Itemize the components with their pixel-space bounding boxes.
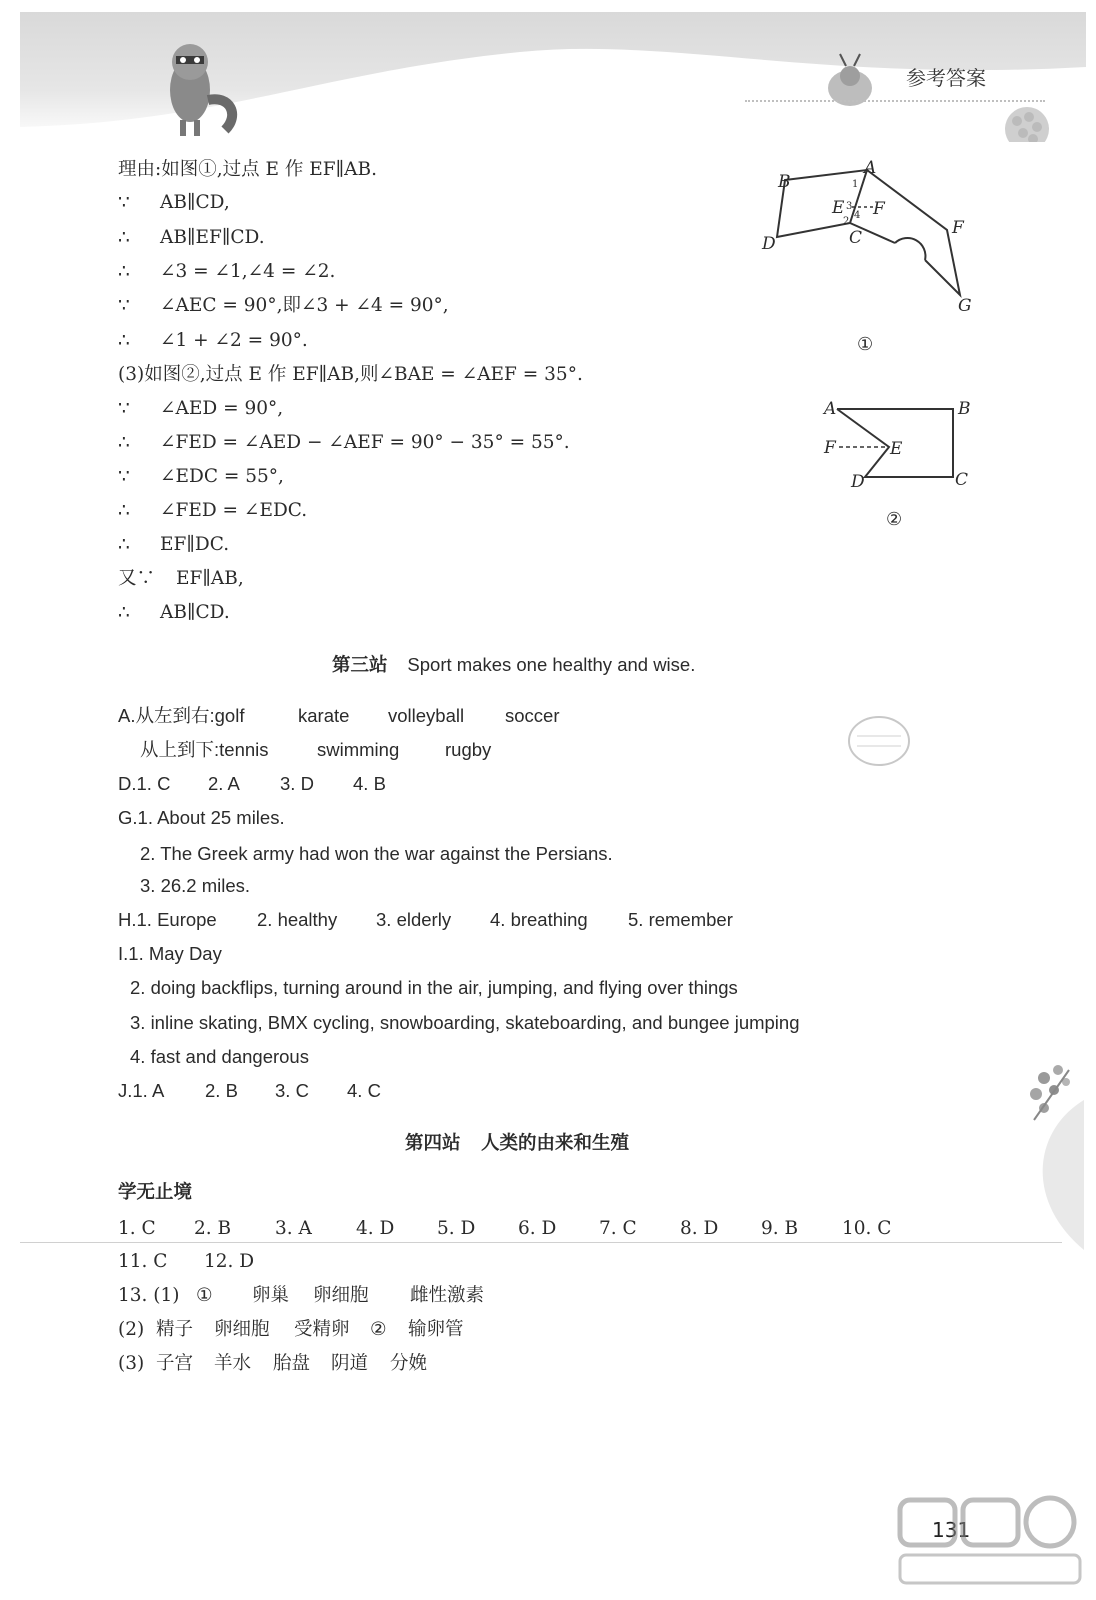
proof-symbol: ∴ — [118, 330, 130, 351]
proof-line — [118, 397, 283, 421]
mc-row-2 — [118, 1250, 418, 1274]
proof-line — [118, 191, 230, 215]
mc-answer: 10. C — [842, 1218, 892, 1239]
label-g: G. — [118, 807, 138, 828]
bug-icon — [828, 54, 872, 106]
mc-answer: 2. B — [194, 1218, 232, 1239]
a2-prefix: 从上到下: — [140, 739, 220, 760]
answer-g2: 2. The Greek army had won the war against the Persians. — [140, 843, 613, 864]
page-number: 131 — [932, 1518, 971, 1542]
mc-answer: 12. D — [204, 1251, 255, 1272]
proof-text: 如图①,过点 E 作 EF∥AB. — [161, 159, 377, 180]
proof-symbol: ∵ — [118, 398, 130, 419]
fig1-label-f: F — [873, 199, 885, 219]
q13-answer: 卵细胞 — [313, 1285, 369, 1306]
q13-part2 — [118, 1318, 618, 1342]
fig2-label-a: A — [824, 399, 837, 419]
mc-row-1 — [118, 1217, 918, 1241]
proof-symbol: ∵ — [118, 192, 130, 213]
label-j: J. — [118, 1080, 133, 1101]
fig1-label-b: B — [778, 172, 791, 192]
q13-part3 — [118, 1352, 618, 1376]
proof-text: ∠AEC = 90°,即∠3 + ∠4 = 90°, — [160, 295, 449, 316]
proof-line — [118, 329, 308, 353]
mc-answer: 4. D — [356, 1218, 395, 1239]
q13-answer: 受精卵 — [294, 1319, 350, 1340]
fig1-angle-3: 3 — [846, 201, 853, 212]
answer-i2: 2. doing backflips, turning around in the air, jumping, and flying over things — [130, 977, 738, 998]
leaf-decoration-icon — [1014, 1060, 1084, 1250]
section4-heading — [405, 1132, 629, 1156]
d-item: 2. A — [208, 773, 240, 794]
a2-item: rugby — [445, 739, 492, 760]
q13-answer: ① — [196, 1285, 213, 1306]
fig1-label-f2: F — [952, 218, 964, 238]
label-a: A. — [118, 705, 136, 726]
q13-answer: 胎盘 — [273, 1353, 311, 1374]
proof-text: AB∥CD. — [160, 602, 230, 623]
a1-item: volleyball — [388, 705, 465, 726]
section3-heading — [332, 653, 695, 678]
proof-symbol: 又∵ — [118, 568, 156, 589]
section4-subhead: 学无止境 — [118, 1182, 193, 1203]
q13-answer: 输卵管 — [408, 1319, 464, 1340]
proof-symbol: ∴ — [118, 432, 130, 453]
proof-line — [118, 499, 307, 523]
i-item: 1. May Day — [128, 943, 222, 964]
fig1-label-e: E — [832, 198, 845, 218]
answer-i1 — [118, 942, 222, 966]
proof-symbol: ∴ — [118, 602, 130, 623]
proof-symbol: ∵ — [118, 295, 130, 316]
h-item: 5. remember — [628, 909, 733, 930]
fig2-caption: ② — [886, 509, 903, 530]
g-item: 1. About 25 miles. — [137, 807, 285, 828]
a1-item: soccer — [505, 705, 560, 726]
fig1-label-a: A — [864, 158, 877, 178]
proof-text: ∠EDC = 55°, — [160, 466, 284, 487]
answer-j — [118, 1079, 381, 1103]
answer-i3: 3. inline skating, BMX cycling, snowboarding, skateboarding, and bungee jumping — [130, 1012, 800, 1033]
q13-answer: 羊水 — [214, 1353, 252, 1374]
fig2-label-e: E — [890, 439, 903, 459]
mc-answer: 9. B — [761, 1218, 799, 1239]
q13-answer: (3) — [118, 1353, 145, 1374]
j-item: 3. C — [275, 1080, 309, 1101]
q13-part1 — [118, 1284, 618, 1308]
answer-h — [118, 908, 733, 932]
q13-answer: 13. (1) — [118, 1285, 180, 1306]
section4-title: 第四站 — [405, 1133, 461, 1154]
proof-line — [118, 601, 230, 625]
h-item: 1. Europe — [136, 909, 217, 930]
mc-answer: 5. D — [437, 1218, 476, 1239]
fig2-label-c: C — [955, 470, 969, 490]
q13-answer: ② — [370, 1319, 387, 1340]
proof-line — [118, 431, 570, 455]
mc-answer: 1. C — [118, 1218, 156, 1239]
proof-text: AB∥EF∥CD. — [160, 227, 265, 248]
j-item: 1. A — [132, 1080, 165, 1101]
q13-answer: 卵巢 — [252, 1285, 290, 1306]
answer-i4: 4. fast and dangerous — [130, 1046, 309, 1067]
answer-g1 — [118, 806, 285, 830]
q13-answer: 卵细胞 — [214, 1319, 270, 1340]
proof-line — [118, 226, 265, 250]
label-h: H. — [118, 909, 137, 930]
q13-answer: 雌性激素 — [410, 1285, 485, 1306]
proof-text: ∠3 = ∠1,∠4 = ∠2. — [160, 261, 336, 282]
watermark-logo-icon — [895, 1480, 1085, 1590]
q13-answer: 阴道 — [331, 1353, 369, 1374]
fig2-label-f: F — [824, 438, 836, 458]
h-item: 2. healthy — [257, 909, 338, 930]
header-title: 参考答案 — [906, 66, 986, 90]
q13-answer: 子宫 — [156, 1353, 194, 1374]
a1-item: golf — [214, 705, 245, 726]
proof-line — [118, 465, 284, 489]
a2-item: tennis — [219, 739, 269, 760]
label-d: D. — [118, 773, 137, 794]
section3-subtitle: Sport makes one healthy and wise. — [407, 654, 696, 675]
answer-a-line2 — [140, 738, 492, 762]
answer-g3: 3. 26.2 miles. — [140, 875, 251, 896]
fig1-angle-2: 2 — [843, 216, 850, 227]
section3-title: 第三站 — [332, 655, 388, 676]
mc-answer: 8. D — [680, 1218, 719, 1239]
mc-answer: 7. C — [599, 1218, 637, 1239]
proof-text: ∠FED = ∠EDC. — [160, 500, 308, 521]
proof-symbol: ∴ — [118, 261, 130, 282]
proof-symbol: (3) — [118, 364, 145, 385]
j-item: 2. B — [205, 1080, 238, 1101]
mc-answer: 6. D — [518, 1218, 557, 1239]
h-item: 3. elderly — [376, 909, 452, 930]
q13-answer: 分娩 — [390, 1353, 428, 1374]
proof-line — [118, 567, 244, 591]
proof-text: 如图②,过点 E 作 EF∥AB,则∠BAE = ∠AEF = 35°. — [144, 364, 583, 385]
mc-answer: 3. A — [275, 1218, 312, 1239]
a2-item: swimming — [317, 739, 400, 760]
proof-text: EF∥DC. — [160, 534, 230, 555]
proof-symbol: ∴ — [118, 500, 130, 521]
answer-d — [118, 772, 386, 796]
j-item: 4. C — [347, 1080, 381, 1101]
answer-a-line1 — [118, 704, 560, 728]
fig2-label-b: B — [958, 399, 971, 419]
d-item: 4. B — [353, 773, 386, 794]
proof-symbol: ∴ — [118, 534, 130, 555]
q13-answer: 精子 — [156, 1319, 194, 1340]
mc-answer: 11. C — [118, 1251, 168, 1272]
proof-line — [118, 533, 229, 557]
label-i: I. — [118, 943, 129, 964]
proof-text: ∠1 + ∠2 = 90°. — [160, 330, 308, 351]
a1-item: karate — [298, 705, 350, 726]
stamp-icon — [845, 712, 913, 770]
proof-text: ∠FED = ∠AED − ∠AEF = 90° − 35° = 55°. — [160, 432, 570, 453]
proof-symbol: 理由: — [118, 159, 162, 180]
a1-prefix: 从左到右: — [135, 705, 215, 726]
fig1-label-c: C — [849, 228, 863, 248]
fig1-angle-1: 1 — [852, 179, 859, 190]
section4-subtitle: 人类的由来和生殖 — [480, 1133, 629, 1154]
fig1-label-d: D — [762, 234, 776, 254]
header-rule — [745, 100, 1045, 102]
proof-line — [118, 158, 377, 182]
proof-text: AB∥CD, — [160, 192, 230, 213]
h-item: 4. breathing — [490, 909, 588, 930]
d-item: 3. D — [280, 773, 314, 794]
page-rule — [20, 1242, 1062, 1243]
d-item: 1. C — [136, 773, 171, 794]
fig1-angle-4: 4 — [854, 210, 861, 221]
proof-symbol: ∵ — [118, 466, 130, 487]
proof-text: ∠AED = 90°, — [160, 398, 284, 419]
fig1-label-g: G — [958, 296, 972, 316]
fig2-label-d: D — [851, 472, 865, 492]
fig1-caption: ① — [857, 334, 874, 355]
proof-line — [118, 294, 449, 318]
q13-answer: (2) — [118, 1319, 145, 1340]
proof-line — [118, 363, 583, 387]
proof-symbol: ∴ — [118, 227, 130, 248]
proof-text: EF∥AB, — [176, 568, 244, 589]
proof-line — [118, 260, 335, 284]
